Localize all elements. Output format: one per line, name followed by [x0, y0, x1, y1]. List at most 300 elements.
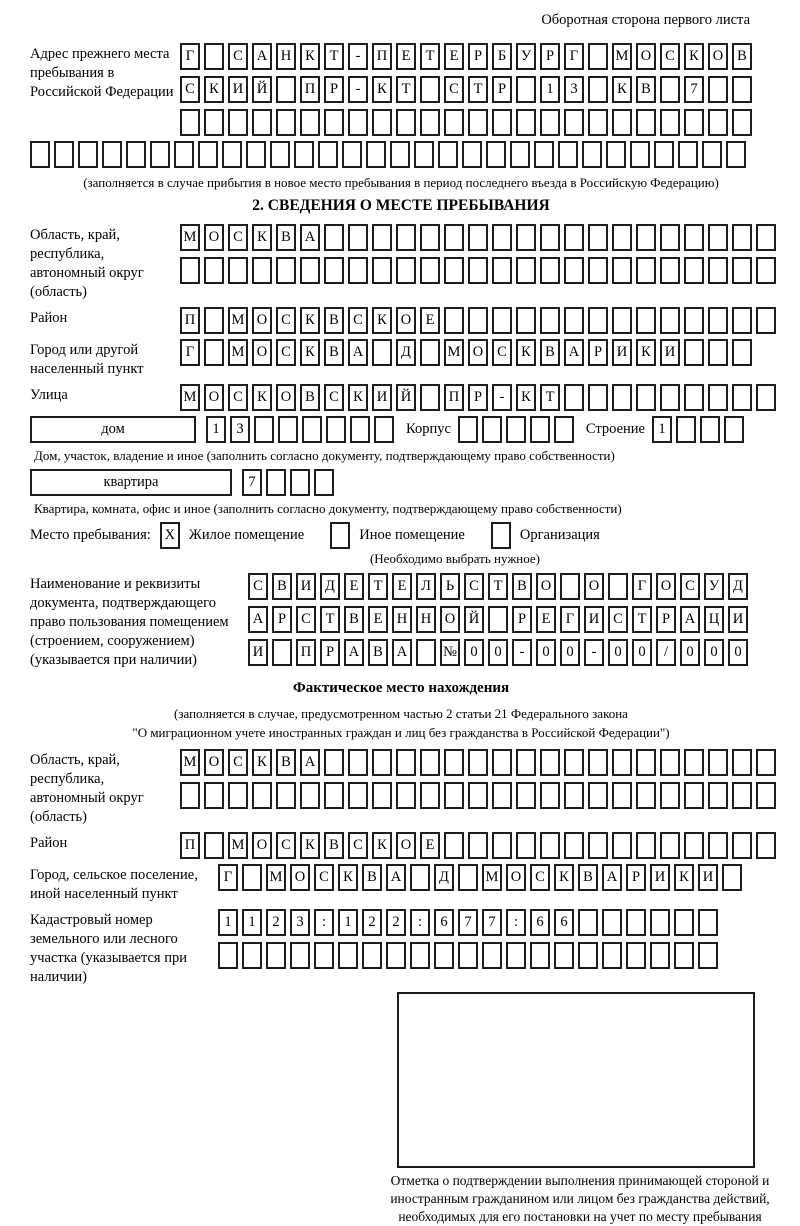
char-cell[interactable] [636, 307, 656, 334]
char-cell[interactable]: Г [180, 339, 200, 366]
char-cell[interactable]: П [296, 639, 316, 666]
char-cell[interactable] [698, 909, 718, 936]
char-cell[interactable]: 0 [680, 639, 700, 666]
char-cell[interactable] [302, 416, 322, 443]
char-cell[interactable] [516, 749, 536, 776]
char-cell[interactable] [660, 749, 680, 776]
char-cell[interactable] [608, 573, 628, 600]
char-cell[interactable] [516, 224, 536, 251]
char-cell[interactable] [578, 942, 598, 969]
char-cell[interactable]: 2 [362, 909, 382, 936]
char-cell[interactable] [180, 257, 200, 284]
char-cell[interactable] [396, 109, 416, 136]
char-cell[interactable] [612, 749, 632, 776]
char-cell[interactable] [276, 257, 296, 284]
char-cell[interactable] [386, 942, 406, 969]
char-cell[interactable] [684, 832, 704, 859]
char-cell[interactable]: Д [728, 573, 748, 600]
char-cell[interactable]: Р [626, 864, 646, 891]
char-cell[interactable] [612, 257, 632, 284]
char-cell[interactable] [708, 384, 728, 411]
char-cell[interactable]: О [396, 832, 416, 859]
char-cell[interactable] [756, 782, 776, 809]
char-cell[interactable] [516, 782, 536, 809]
char-cell[interactable] [416, 639, 436, 666]
char-cell[interactable] [516, 109, 536, 136]
char-cell[interactable]: В [636, 76, 656, 103]
char-cell[interactable] [564, 782, 584, 809]
char-cell[interactable] [708, 832, 728, 859]
char-cell[interactable] [372, 749, 392, 776]
char-cell[interactable] [708, 76, 728, 103]
char-cell[interactable] [530, 416, 550, 443]
char-cell[interactable]: К [348, 384, 368, 411]
char-cell[interactable] [510, 141, 530, 168]
char-cell[interactable] [362, 942, 382, 969]
char-cell[interactable] [266, 942, 286, 969]
char-cell[interactable] [636, 782, 656, 809]
char-cell[interactable] [318, 141, 338, 168]
char-cell[interactable]: К [372, 832, 392, 859]
char-cell[interactable] [438, 141, 458, 168]
char-cell[interactable]: А [344, 639, 364, 666]
char-cell[interactable]: В [272, 573, 292, 600]
char-cell[interactable]: М [228, 832, 248, 859]
char-cell[interactable]: 0 [536, 639, 556, 666]
char-cell[interactable] [708, 224, 728, 251]
char-cell[interactable]: Е [344, 573, 364, 600]
char-cell[interactable] [684, 307, 704, 334]
char-cell[interactable]: К [204, 76, 224, 103]
char-cell[interactable] [218, 942, 238, 969]
char-cell[interactable] [540, 307, 560, 334]
char-cell[interactable] [462, 141, 482, 168]
char-cell[interactable]: Р [272, 606, 292, 633]
char-cell[interactable] [612, 224, 632, 251]
char-cell[interactable]: Д [434, 864, 454, 891]
char-cell[interactable] [174, 141, 194, 168]
char-cell[interactable] [588, 43, 608, 70]
char-cell[interactable]: А [386, 864, 406, 891]
char-cell[interactable]: М [180, 224, 200, 251]
char-cell[interactable]: 2 [266, 909, 286, 936]
char-cell[interactable]: О [204, 749, 224, 776]
char-cell[interactable]: А [348, 339, 368, 366]
char-cell[interactable] [420, 224, 440, 251]
char-cell[interactable]: О [506, 864, 526, 891]
char-cell[interactable] [272, 639, 292, 666]
char-cell[interactable]: М [180, 384, 200, 411]
checkbox-other-premises[interactable] [330, 522, 350, 549]
char-cell[interactable] [314, 469, 334, 496]
char-cell[interactable] [468, 749, 488, 776]
char-cell[interactable]: С [660, 43, 680, 70]
char-cell[interactable]: С [530, 864, 550, 891]
char-cell[interactable]: 7 [242, 469, 262, 496]
char-cell[interactable] [434, 942, 454, 969]
char-cell[interactable]: Т [420, 43, 440, 70]
char-cell[interactable] [348, 257, 368, 284]
char-cell[interactable]: 0 [488, 639, 508, 666]
char-cell[interactable] [612, 832, 632, 859]
char-cell[interactable] [468, 782, 488, 809]
char-cell[interactable] [300, 782, 320, 809]
char-cell[interactable]: К [252, 384, 272, 411]
char-cell[interactable] [660, 307, 680, 334]
char-cell[interactable]: Е [368, 606, 388, 633]
char-cell[interactable] [324, 224, 344, 251]
char-cell[interactable] [180, 109, 200, 136]
char-cell[interactable] [444, 257, 464, 284]
char-cell[interactable] [674, 942, 694, 969]
char-cell[interactable]: А [602, 864, 622, 891]
char-cell[interactable] [612, 384, 632, 411]
char-cell[interactable]: О [396, 307, 416, 334]
char-cell[interactable] [252, 782, 272, 809]
char-cell[interactable]: Й [396, 384, 416, 411]
char-cell[interactable] [468, 109, 488, 136]
char-cell[interactable] [588, 832, 608, 859]
char-cell[interactable]: О [584, 573, 604, 600]
char-cell[interactable]: Ц [704, 606, 724, 633]
char-cell[interactable]: В [276, 749, 296, 776]
char-cell[interactable]: К [554, 864, 574, 891]
house-type-box[interactable]: дом [30, 416, 196, 443]
char-cell[interactable]: Р [540, 43, 560, 70]
char-cell[interactable]: 6 [434, 909, 454, 936]
char-cell[interactable]: В [512, 573, 532, 600]
char-cell[interactable]: 3 [290, 909, 310, 936]
char-cell[interactable] [492, 224, 512, 251]
char-cell[interactable] [636, 109, 656, 136]
char-cell[interactable] [276, 782, 296, 809]
char-cell[interactable]: А [564, 339, 584, 366]
char-cell[interactable]: : [410, 909, 430, 936]
char-cell[interactable]: 0 [704, 639, 724, 666]
char-cell[interactable]: А [392, 639, 412, 666]
char-cell[interactable] [554, 416, 574, 443]
char-cell[interactable]: Р [656, 606, 676, 633]
char-cell[interactable] [564, 257, 584, 284]
char-cell[interactable] [732, 257, 752, 284]
char-cell[interactable]: Т [540, 384, 560, 411]
char-cell[interactable] [564, 307, 584, 334]
char-cell[interactable]: К [516, 384, 536, 411]
char-cell[interactable]: К [300, 832, 320, 859]
char-cell[interactable]: С [348, 307, 368, 334]
char-cell[interactable] [150, 141, 170, 168]
char-cell[interactable] [588, 782, 608, 809]
char-cell[interactable] [78, 141, 98, 168]
char-cell[interactable] [54, 141, 74, 168]
char-cell[interactable] [228, 109, 248, 136]
char-cell[interactable]: Е [420, 832, 440, 859]
char-cell[interactable]: К [516, 339, 536, 366]
checkbox-organization[interactable] [491, 522, 511, 549]
char-cell[interactable] [492, 307, 512, 334]
char-cell[interactable] [660, 832, 680, 859]
char-cell[interactable]: К [300, 43, 320, 70]
char-cell[interactable]: О [708, 43, 728, 70]
char-cell[interactable]: Й [252, 76, 272, 103]
char-cell[interactable]: 1 [338, 909, 358, 936]
char-cell[interactable]: О [536, 573, 556, 600]
char-cell[interactable]: Т [368, 573, 388, 600]
char-cell[interactable]: Т [396, 76, 416, 103]
char-cell[interactable]: П [180, 832, 200, 859]
char-cell[interactable] [314, 942, 334, 969]
char-cell[interactable] [350, 416, 370, 443]
char-cell[interactable] [278, 416, 298, 443]
char-cell[interactable] [204, 782, 224, 809]
char-cell[interactable] [324, 749, 344, 776]
char-cell[interactable] [420, 384, 440, 411]
char-cell[interactable] [540, 224, 560, 251]
char-cell[interactable] [420, 339, 440, 366]
char-cell[interactable]: С [608, 606, 628, 633]
char-cell[interactable] [732, 76, 752, 103]
char-cell[interactable] [722, 864, 742, 891]
char-cell[interactable]: С [348, 832, 368, 859]
char-cell[interactable]: К [684, 43, 704, 70]
char-cell[interactable] [756, 307, 776, 334]
char-cell[interactable] [588, 257, 608, 284]
char-cell[interactable] [588, 307, 608, 334]
char-cell[interactable] [396, 257, 416, 284]
char-cell[interactable]: К [252, 224, 272, 251]
char-cell[interactable] [564, 749, 584, 776]
char-cell[interactable] [482, 416, 502, 443]
char-cell[interactable] [506, 416, 526, 443]
char-cell[interactable] [420, 257, 440, 284]
char-cell[interactable] [708, 307, 728, 334]
char-cell[interactable] [372, 782, 392, 809]
char-cell[interactable]: О [468, 339, 488, 366]
char-cell[interactable] [684, 109, 704, 136]
char-cell[interactable]: И [248, 639, 268, 666]
char-cell[interactable]: М [266, 864, 286, 891]
char-cell[interactable] [554, 942, 574, 969]
char-cell[interactable]: Г [218, 864, 238, 891]
char-cell[interactable] [534, 141, 554, 168]
char-cell[interactable]: У [704, 573, 724, 600]
char-cell[interactable]: 1 [652, 416, 672, 443]
char-cell[interactable]: М [180, 749, 200, 776]
char-cell[interactable] [660, 224, 680, 251]
char-cell[interactable] [560, 573, 580, 600]
char-cell[interactable] [708, 782, 728, 809]
char-cell[interactable]: Д [396, 339, 416, 366]
char-cell[interactable] [458, 864, 478, 891]
char-cell[interactable]: П [300, 76, 320, 103]
char-cell[interactable]: И [728, 606, 748, 633]
char-cell[interactable]: М [228, 339, 248, 366]
char-cell[interactable]: В [324, 339, 344, 366]
char-cell[interactable]: 0 [728, 639, 748, 666]
char-cell[interactable] [684, 384, 704, 411]
char-cell[interactable] [726, 141, 746, 168]
char-cell[interactable]: И [612, 339, 632, 366]
char-cell[interactable] [732, 307, 752, 334]
char-cell[interactable]: В [344, 606, 364, 633]
char-cell[interactable]: № [440, 639, 460, 666]
char-cell[interactable]: Т [320, 606, 340, 633]
char-cell[interactable] [756, 384, 776, 411]
char-cell[interactable]: М [482, 864, 502, 891]
char-cell[interactable] [348, 782, 368, 809]
char-cell[interactable]: Б [492, 43, 512, 70]
char-cell[interactable] [420, 109, 440, 136]
char-cell[interactable]: Е [536, 606, 556, 633]
char-cell[interactable]: Г [180, 43, 200, 70]
char-cell[interactable] [444, 749, 464, 776]
char-cell[interactable]: 6 [554, 909, 574, 936]
char-cell[interactable]: В [300, 384, 320, 411]
char-cell[interactable]: А [680, 606, 700, 633]
char-cell[interactable]: Р [324, 76, 344, 103]
char-cell[interactable] [612, 307, 632, 334]
char-cell[interactable]: Е [392, 573, 412, 600]
char-cell[interactable] [732, 749, 752, 776]
char-cell[interactable] [342, 141, 362, 168]
char-cell[interactable] [588, 76, 608, 103]
char-cell[interactable]: Т [324, 43, 344, 70]
char-cell[interactable] [540, 782, 560, 809]
char-cell[interactable] [636, 384, 656, 411]
char-cell[interactable] [558, 141, 578, 168]
char-cell[interactable]: А [300, 749, 320, 776]
char-cell[interactable] [444, 307, 464, 334]
char-cell[interactable]: 3 [564, 76, 584, 103]
char-cell[interactable] [482, 942, 502, 969]
char-cell[interactable]: - [584, 639, 604, 666]
char-cell[interactable] [374, 416, 394, 443]
char-cell[interactable]: Т [632, 606, 652, 633]
char-cell[interactable] [540, 109, 560, 136]
char-cell[interactable] [290, 469, 310, 496]
char-cell[interactable]: Ь [440, 573, 460, 600]
char-cell[interactable] [420, 76, 440, 103]
char-cell[interactable] [486, 141, 506, 168]
char-cell[interactable] [516, 76, 536, 103]
char-cell[interactable]: 6 [530, 909, 550, 936]
char-cell[interactable] [242, 864, 262, 891]
char-cell[interactable] [290, 942, 310, 969]
char-cell[interactable] [684, 782, 704, 809]
char-cell[interactable] [300, 109, 320, 136]
char-cell[interactable] [708, 339, 728, 366]
char-cell[interactable]: К [338, 864, 358, 891]
char-cell[interactable]: П [372, 43, 392, 70]
char-cell[interactable]: О [252, 339, 272, 366]
char-cell[interactable] [578, 909, 598, 936]
char-cell[interactable] [660, 109, 680, 136]
char-cell[interactable]: 1 [218, 909, 238, 936]
char-cell[interactable] [732, 109, 752, 136]
char-cell[interactable] [630, 141, 650, 168]
char-cell[interactable]: С [276, 832, 296, 859]
char-cell[interactable]: : [314, 909, 334, 936]
char-cell[interactable] [606, 141, 626, 168]
char-cell[interactable] [564, 109, 584, 136]
char-cell[interactable]: С [228, 43, 248, 70]
char-cell[interactable] [530, 942, 550, 969]
char-cell[interactable] [708, 257, 728, 284]
char-cell[interactable] [414, 141, 434, 168]
char-cell[interactable] [266, 469, 286, 496]
char-cell[interactable]: - [348, 43, 368, 70]
char-cell[interactable] [252, 257, 272, 284]
char-cell[interactable] [660, 76, 680, 103]
char-cell[interactable]: О [204, 224, 224, 251]
char-cell[interactable] [564, 832, 584, 859]
char-cell[interactable] [204, 257, 224, 284]
char-cell[interactable] [660, 257, 680, 284]
char-cell[interactable] [458, 942, 478, 969]
char-cell[interactable] [660, 782, 680, 809]
char-cell[interactable] [650, 942, 670, 969]
char-cell[interactable]: Р [588, 339, 608, 366]
char-cell[interactable]: О [204, 384, 224, 411]
char-cell[interactable] [396, 782, 416, 809]
char-cell[interactable] [698, 942, 718, 969]
char-cell[interactable]: К [372, 307, 392, 334]
char-cell[interactable] [204, 832, 224, 859]
char-cell[interactable]: М [444, 339, 464, 366]
char-cell[interactable]: О [276, 384, 296, 411]
char-cell[interactable] [674, 909, 694, 936]
char-cell[interactable]: К [674, 864, 694, 891]
char-cell[interactable] [654, 141, 674, 168]
char-cell[interactable]: / [656, 639, 676, 666]
char-cell[interactable]: 7 [458, 909, 478, 936]
char-cell[interactable]: С [228, 224, 248, 251]
char-cell[interactable]: И [372, 384, 392, 411]
char-cell[interactable]: С [180, 76, 200, 103]
char-cell[interactable] [222, 141, 242, 168]
char-cell[interactable]: Г [560, 606, 580, 633]
char-cell[interactable] [676, 416, 696, 443]
char-cell[interactable]: К [300, 307, 320, 334]
char-cell[interactable]: 0 [560, 639, 580, 666]
char-cell[interactable]: Р [468, 384, 488, 411]
char-cell[interactable] [684, 339, 704, 366]
char-cell[interactable]: 0 [464, 639, 484, 666]
char-cell[interactable] [204, 109, 224, 136]
char-cell[interactable] [326, 416, 346, 443]
char-cell[interactable] [564, 224, 584, 251]
char-cell[interactable] [516, 832, 536, 859]
char-cell[interactable]: 0 [608, 639, 628, 666]
char-cell[interactable] [756, 257, 776, 284]
char-cell[interactable]: Д [320, 573, 340, 600]
char-cell[interactable] [468, 257, 488, 284]
char-cell[interactable]: О [252, 832, 272, 859]
char-cell[interactable]: 7 [684, 76, 704, 103]
char-cell[interactable] [684, 749, 704, 776]
char-cell[interactable]: 1 [206, 416, 226, 443]
char-cell[interactable] [396, 224, 416, 251]
char-cell[interactable]: Н [416, 606, 436, 633]
char-cell[interactable] [204, 307, 224, 334]
char-cell[interactable]: Р [512, 606, 532, 633]
char-cell[interactable] [540, 749, 560, 776]
char-cell[interactable]: К [636, 339, 656, 366]
char-cell[interactable] [732, 384, 752, 411]
char-cell[interactable] [468, 832, 488, 859]
char-cell[interactable] [390, 141, 410, 168]
char-cell[interactable] [636, 224, 656, 251]
